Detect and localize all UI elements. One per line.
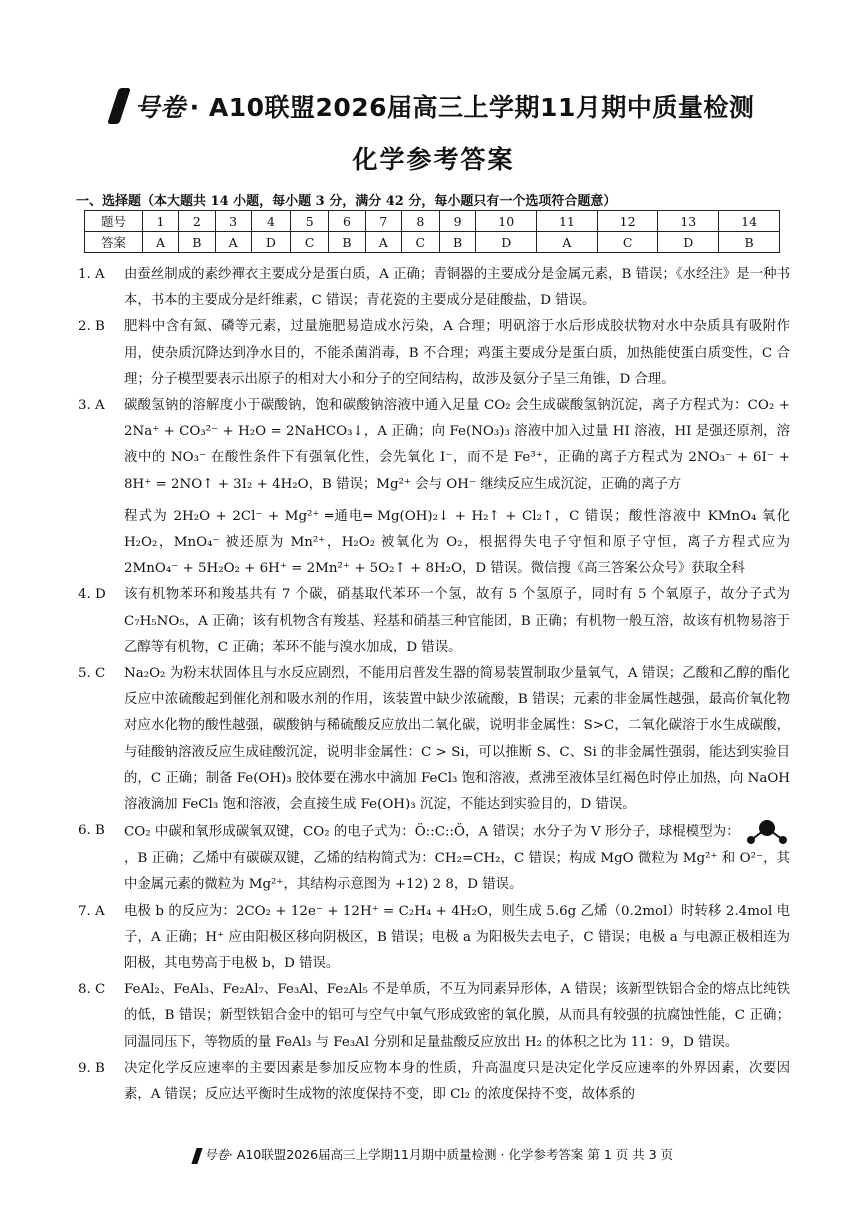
document-subtitle: 化学参考答案 [352, 145, 515, 174]
question-number: 11 [537, 211, 598, 232]
answer-cell: B [719, 232, 780, 253]
item-number: 2. B [78, 319, 105, 335]
answer-cell: A [143, 232, 179, 253]
water-ball-stick-model-icon [744, 818, 790, 846]
answer-cell: D [476, 232, 537, 253]
footer-text: · A10联盟2026届高三上学期11月期中质量检测 · 化学参考答案 第 1 页 共 3 页 [228, 1147, 674, 1162]
item-text: 碳酸氢钠的溶解度小于碳酸钠，饱和碳酸钠溶液中通入足量 CO₂ 会生成碳酸氢钠沉淀，离子方程式为：CO₂ + 2Na⁺ + CO₃²⁻ + H₂O = 2NaHCO₃↓，A 正确；向 Fe(NO₃)₃ 溶液中加入过量 HI 溶液，HI 是强还原剂，溶液中的 NO₃⁻ 在酸性条件下有强氧化性，会先氧化 I⁻，而不是 Fe³⁺，正确的离子方程式为 2NO₃⁻ + 6I⁻ + 8H⁺ = 2NO↑ + 3I₂ + 4H₂O，B 错误；Mg²⁺ 会与 OH⁻ 继续反应生成沉淀，正确的离子方 [124, 398, 790, 492]
question-number: 10 [476, 211, 537, 232]
explanation-item-2 [78, 314, 790, 393]
section-heading: 一、选择题（本大题共 14 小题，每小题 3 分，满分 42 分，每小题只有一个选项符合题意） [76, 194, 617, 209]
question-number: 14 [719, 211, 780, 232]
question-number: 7 [365, 211, 401, 232]
item-number: 8. C [78, 982, 106, 998]
explanation-item-1 [78, 262, 790, 314]
explanation-item-7 [78, 899, 790, 978]
row-label: 题号 [85, 211, 143, 232]
answer-cell: B [439, 232, 476, 253]
question-number: 13 [658, 211, 719, 232]
answer-row [85, 232, 780, 253]
question-number: 9 [439, 211, 476, 232]
exam-title: · A10联盟2026届高三上学期11月期中质量检测 [189, 93, 755, 122]
brand-logo-icon [107, 88, 131, 124]
item-number: 1. A [78, 267, 105, 282]
question-number: 6 [329, 211, 366, 232]
page-footer [0, 1145, 867, 1164]
item-number: 3. A [78, 398, 105, 414]
item-number: 6. B [78, 823, 105, 839]
explanation-list [78, 262, 790, 1108]
answer-cell: C [401, 232, 439, 253]
item-text: Na₂O₂ 为粉末状固体且与水反应剧烈，不能用启普发生器的简易装置制取少量氧气，A 错误；乙酸和乙醇的酯化反应中浓硫酸起到催化剂和吸水剂的作用，该装置中缺少浓硫酸，B 错误；元素的非金属性越强，最高价氧化物对应水化物的酸性越强，碳酸钠与稀硫酸反应放出二氧化碳，说明非金属性：S>C，二氧化碳溶于水生成碳酸，与硅酸钠溶液反应生成硅酸沉淀，说明非金属性：C > Si，可以推断 S、C、Si 的非金属性强弱，能达到实验目的，C 正确；制备 Fe(OH)₃ 胶体要在沸水中滴加 FeCl₃ 饱和溶液，煮沸至液体呈红褐色时停止加热，向 NaOH 溶液滴加 FeCl₃ 饱和溶液，会直接生成 Fe(OH)₃ 沉淀，不能达到实验目的，D 错误。 [124, 666, 790, 813]
explanation-item-5 [78, 661, 790, 818]
item-text: FeAl₂、FeAl₃、Fe₂Al₇、Fe₃Al、Fe₂Al₅ 不是单质，不互为同素异形体，A 错误；该新型铁铝合金的熔点比纯铁的低，B 错误；新型铁铝合金中的铝可与空气中氧气形成致密的氧化膜，从而具有较强的抗腐蚀性能，C 正确；同温同压下，等物质的量 FeAl₃ 与 Fe₃Al 分别和足量盐酸反应放出 H₂ 的体积之比为 11：9，D 错误。 [124, 982, 790, 1050]
item-text: ，B 正确；乙烯中有碳碳双键，乙烯的结构简式为：CH₂=CH₂，C 错误；构成 MgO 微粒为 Mg²⁺ 和 O²⁻，其中金属元素的微粒为 Mg²⁺，其结构示意图为 +12) 2 8，D 错误。 [124, 851, 790, 893]
answer-cell: A [215, 232, 251, 253]
item-number: 4. D [78, 587, 106, 603]
item-number: 7. A [78, 903, 105, 919]
explanation-item-9 [78, 1056, 790, 1108]
answer-cell: D [658, 232, 719, 253]
item-text: 电极 b 的反应为：2CO₂ + 12e⁻ + 12H⁺ = C₂H₄ + 4H₂O，则生成 5.6g 乙烯（0.2mol）时转移 2.4mol 电子，A 正确；H⁺ 应由阳极区移向阴极区，B 错误；电极 a 为阳极失去电子，C 错误；电极 a 与电源正极相连为阳极，其电势高于电极 b，D 错误。 [124, 903, 790, 972]
item-text: 由蚕丝制成的素纱襌衣主要成分是蛋白质，A 正确；青铜器的主要成分是金属元素，B 错误；《水经注》是一种书本，书本的主要成分是纤维素，C 错误；青花瓷的主要成分是硅酸盐，D 错误。 [124, 267, 790, 309]
question-number: 12 [597, 211, 658, 232]
question-number: 5 [291, 211, 329, 232]
answer-cell: D [251, 232, 291, 253]
answer-cell: B [179, 232, 216, 253]
answer-table [84, 210, 780, 253]
answer-cell: C [597, 232, 658, 253]
answer-cell: C [291, 232, 329, 253]
row-label: 答案 [85, 232, 143, 253]
question-number: 8 [401, 211, 439, 232]
item-text: CO₂ 中碳和氧形成碳氧双键，CO₂ 的电子式为：Ö::C::Ö，A 错误；水分子为 V 形分子，球棍模型为： [124, 824, 740, 840]
question-number: 1 [143, 211, 179, 232]
item-text: 该有机物苯环和羧基共有 7 个碳，硝基取代苯环一个氢，故有 5 个氢原子，同时有 5 个氧原子，故分子式为 C₇H₅NO₅，A 正确；该有机物含有羧基、羟基和硝基三种官能团，B 正确；有机物一般互溶，故该有机物易溶于乙醇等有机物，C 正确；苯环不能与溴水加成，D 错误。 [124, 587, 790, 655]
answer-cell: A [537, 232, 598, 253]
item-text-wrapper [124, 818, 790, 898]
explanation-item-4 [78, 582, 790, 661]
footer-brand: 号卷 [203, 1147, 229, 1162]
brand-logo-icon [191, 1148, 202, 1164]
document-title [113, 88, 755, 124]
question-number-row [85, 211, 780, 232]
item-number: 5. C [78, 666, 106, 682]
question-number: 2 [179, 211, 216, 232]
item-text: 肥料中含有氮、磷等元素，过量施肥易造成水污染，A 合理；明矾溶于水后形成胶状物对水中杂质具有吸附作用，使杂质沉降达到净水目的，不能杀菌消毒，B 不合理；鸡蛋主要成分是蛋白质，加热能使蛋白质变性，C 合理；分子模型要表示出原子的相对大小和分子的空间结构，故涉及氨分子呈三角锥，D 合理。 [124, 319, 790, 387]
item-number: 9. B [78, 1060, 105, 1076]
explanation-item-8 [78, 977, 790, 1056]
explanation-item-3 [78, 393, 790, 582]
answer-cell: A [365, 232, 401, 253]
brand-name: 号卷 [134, 93, 186, 122]
document-header [0, 88, 867, 176]
explanation-item-6 [78, 818, 790, 898]
question-number: 3 [215, 211, 251, 232]
question-number: 4 [251, 211, 291, 232]
item-text: 程式为 2H₂O + 2Cl⁻ + Mg²⁺ ═通电═ Mg(OH)₂↓ + H₂↑ + Cl₂↑，C 错误；酸性溶液中 KMnO₄ 氧化 H₂O₂，MnO₄⁻ 被还原为 Mn²⁺，H₂O₂ 被氧化为 O₂，根据得失电子守恒和原子守恒，离子方程式应为 2MnO₄⁻ + 5H₂O₂ + 6H⁺ = 2Mn²⁺ + 5O₂↑ + 8H₂O，D 错误。微信搜《高三答案公众号》获取全科 [124, 508, 790, 577]
answer-cell: B [329, 232, 366, 253]
item-text: 决定化学反应速率的主要因素是参加反应物本身的性质，升高温度只是决定化学反应速率的外界因素，次要因素，A 错误；反应达平衡时生成物的浓度保持不变，即 Cl₂ 的浓度保持不变，故体系的 [124, 1060, 790, 1103]
